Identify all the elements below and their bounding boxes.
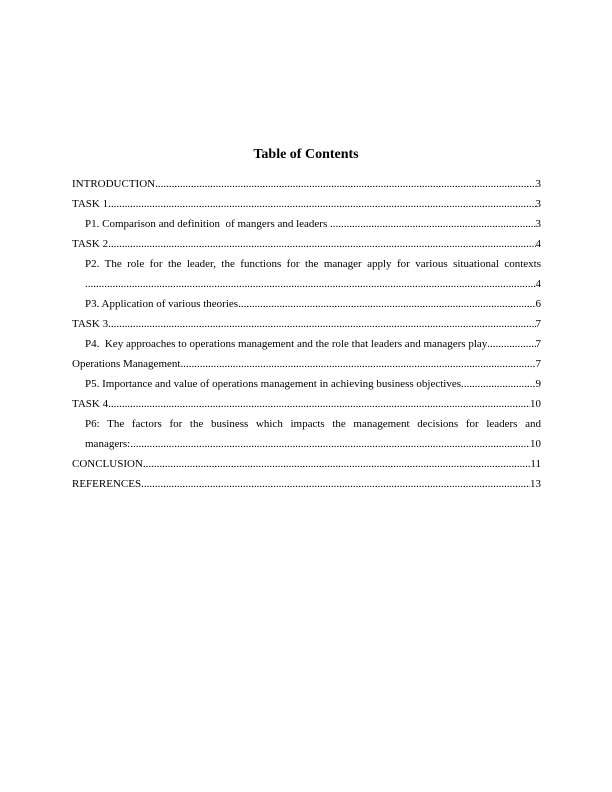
toc-entry-page: 10 [530, 438, 541, 450]
toc-entry-page: 3 [535, 218, 541, 230]
toc-entry-label: P5. Importance and value of operations management in achieving business objectives [85, 378, 462, 390]
toc-entry-page: 7 [535, 358, 541, 370]
table-of-contents [72, 174, 541, 494]
toc-entry-page: 4 [535, 238, 541, 250]
toc-entry-continuation [85, 434, 541, 454]
toc-leader-dots [143, 454, 531, 474]
toc-entry-label: REFERENCES [72, 478, 142, 490]
toc-entry-label: TASK 3 [72, 318, 109, 330]
toc-leader-dots [461, 374, 535, 394]
toc-entry-task1[interactable] [72, 194, 541, 214]
toc-entry-label-cont: managers: [85, 438, 131, 450]
toc-entry-task4[interactable] [72, 394, 541, 414]
toc-entry-label: P2. The role for the leader, the functions for the manager apply for various situational contexts [85, 258, 541, 270]
toc-entry-label: P3. Application of various theories [85, 298, 239, 310]
toc-leader-dots [108, 314, 535, 334]
toc-entry-label: P6: The factors for the business which impacts the management decisions for leaders and [85, 418, 541, 430]
toc-entry-page: 6 [535, 298, 541, 310]
toc-leader-dots [108, 394, 530, 414]
toc-leader-dots [180, 354, 535, 374]
toc-entry-label: TASK 2 [72, 238, 109, 250]
toc-leader-dots [487, 334, 535, 354]
toc-entry-task3[interactable] [72, 314, 541, 334]
toc-entry-p6[interactable] [72, 414, 541, 454]
toc-entry-page: 4 [535, 278, 541, 290]
toc-entry-page: 10 [530, 398, 541, 410]
toc-entry-page: 3 [535, 178, 541, 190]
toc-leader-dots [108, 194, 535, 214]
toc-title: Table of Contents [253, 147, 359, 162]
toc-entry-p4[interactable] [72, 334, 541, 354]
toc-entry-label: Operations Management [72, 358, 181, 370]
toc-entry-page: 7 [535, 318, 541, 330]
toc-entry-operations-management[interactable] [72, 354, 541, 374]
toc-leader-dots [155, 174, 535, 194]
toc-entry-introduction[interactable] [72, 174, 541, 194]
toc-entry-references[interactable] [72, 474, 541, 494]
toc-leader-dots [330, 214, 535, 234]
toc-entry-label: P1. Comparison and definition of mangers and leaders [85, 218, 331, 230]
toc-entry-label: TASK 4 [72, 398, 109, 410]
toc-entry-p5[interactable] [72, 374, 541, 394]
toc-leader-dots [238, 294, 535, 314]
toc-entry-continuation [85, 274, 541, 294]
toc-entry-label: P4. Key approaches to operations management and the role that leaders and managers play [85, 338, 488, 350]
toc-entry-label: INTRODUCTION [72, 178, 156, 190]
toc-leader-dots [130, 434, 530, 454]
toc-leader-dots [108, 234, 535, 254]
toc-entry-p3[interactable] [72, 294, 541, 314]
toc-leader-dots [141, 474, 530, 494]
toc-entry-label: TASK 1 [72, 198, 109, 210]
toc-entry-task2[interactable] [72, 234, 541, 254]
toc-entry-label: CONCLUSION [72, 458, 143, 470]
toc-entry-p2[interactable] [72, 254, 541, 294]
toc-entry-conclusion[interactable] [72, 454, 541, 474]
toc-leader-dots [85, 274, 536, 294]
toc-entry-p1[interactable] [72, 214, 541, 234]
toc-entry-page: 7 [535, 338, 541, 350]
toc-entry-page: 9 [535, 378, 541, 390]
toc-entry-page: 13 [530, 478, 541, 490]
toc-entry-page: 3 [535, 198, 541, 210]
toc-entry-page: 11 [530, 458, 541, 470]
